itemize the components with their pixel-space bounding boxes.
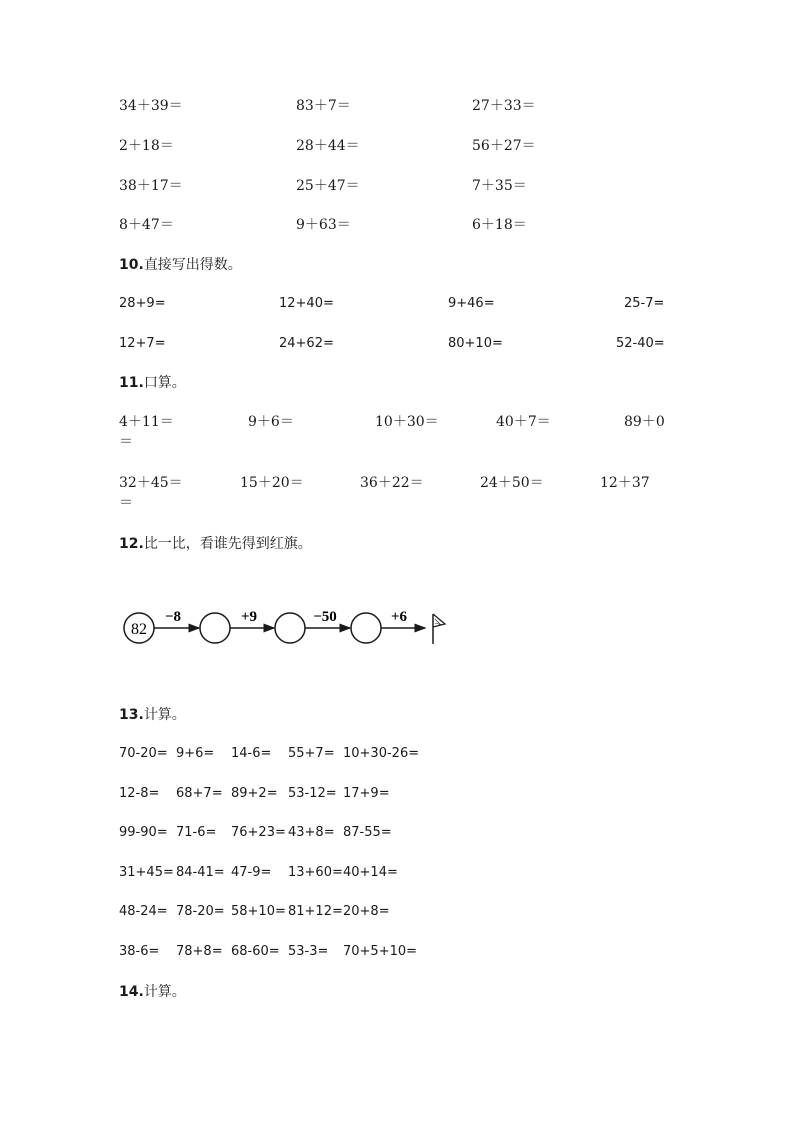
problem: 56＋27＝ — [472, 138, 536, 154]
flag-icon — [433, 614, 445, 644]
section-title: 直接写出得数。 — [143, 257, 242, 273]
problem: 4＋11＝ — [119, 414, 174, 430]
problem: 31+45= — [119, 865, 174, 880]
operation-label: +9 — [240, 609, 258, 625]
answer-circle — [351, 613, 381, 643]
section-number: 12. — [119, 536, 144, 552]
section-14-heading — [119, 983, 186, 1001]
problem: 99-90= — [119, 825, 168, 840]
problem: 6＋18＝ — [472, 217, 527, 233]
problem: 83＋7＝ — [296, 98, 351, 114]
problem: 12+7= — [119, 336, 166, 351]
problem: 87-55= — [343, 825, 392, 840]
problem: 68+7= — [176, 786, 223, 801]
problem: 7＋35＝ — [472, 178, 527, 194]
problem: 58+10= — [231, 904, 286, 919]
problem: 43+8= — [288, 825, 335, 840]
problem: 70-20= — [119, 746, 168, 761]
problem: 68-60= — [231, 944, 280, 959]
problem: 9＋63＝ — [296, 217, 351, 233]
problem: 84-41= — [176, 865, 225, 880]
problem: 71-6= — [176, 825, 217, 840]
problem: 34＋39＝ — [119, 98, 183, 114]
answer-circle — [200, 613, 230, 643]
problem: 89＋0 — [624, 414, 665, 430]
problem: 40＋7＝ — [496, 414, 551, 430]
problem: 81+12= — [288, 904, 343, 919]
problem: 12-8= — [119, 786, 160, 801]
problem: 24＋50＝ — [480, 475, 544, 491]
section-13-heading — [119, 706, 186, 724]
problem: 70+5+10= — [343, 944, 418, 959]
problem: 52-40= — [616, 336, 665, 351]
problem: 9+46= — [448, 296, 495, 311]
problem: 2＋18＝ — [119, 138, 174, 154]
section-number: 10. — [119, 257, 144, 273]
problem-wrap: ＝ — [119, 434, 133, 450]
problem: 40+14= — [343, 865, 398, 880]
problem: 9+6= — [176, 746, 215, 761]
problem: 13+60= — [288, 865, 343, 880]
problem: 9＋6＝ — [248, 414, 294, 430]
section-number: 13. — [119, 707, 144, 723]
section-number: 11. — [119, 375, 144, 391]
problem: 47-9= — [231, 865, 272, 880]
operation-label: +6 — [390, 609, 408, 625]
problem: 38＋17＝ — [119, 178, 183, 194]
problem: 8＋47＝ — [119, 217, 174, 233]
section-title: 比一比，看谁先得到红旗。 — [143, 536, 312, 552]
operation-label: −50 — [313, 609, 337, 625]
problem: 80+10= — [448, 336, 503, 351]
section-title: 计算。 — [143, 984, 186, 1000]
problem-wrap: ＝ — [119, 495, 133, 511]
start-number: 82 — [131, 621, 147, 638]
problem: 48-24= — [119, 904, 168, 919]
operation-label: −8 — [164, 609, 182, 625]
section-title: 计算。 — [143, 707, 186, 723]
problem: 24+62= — [279, 336, 334, 351]
problem: 53-12= — [288, 786, 337, 801]
problem: 78+8= — [176, 944, 223, 959]
problem: 78-20= — [176, 904, 225, 919]
section-11-heading — [119, 374, 186, 392]
flag-race-diagram — [115, 600, 455, 660]
section-title: 口算。 — [143, 375, 186, 391]
problem: 25-7= — [624, 296, 665, 311]
problem: 27＋33＝ — [472, 98, 536, 114]
problem: 14-6= — [231, 746, 272, 761]
problem: 76+23= — [231, 825, 286, 840]
problem: 12+40= — [279, 296, 334, 311]
section-number: 14. — [119, 984, 144, 1000]
problem: 28＋44＝ — [296, 138, 360, 154]
problem: 10+30-26= — [343, 746, 420, 761]
section-10-heading — [119, 256, 242, 274]
problem: 89+2= — [231, 786, 278, 801]
problem: 17+9= — [343, 786, 390, 801]
answer-circle — [275, 613, 305, 643]
section-12-heading — [119, 535, 312, 553]
problem: 53-3= — [288, 944, 329, 959]
problem: 25＋47＝ — [296, 178, 360, 194]
problem: 36＋22＝ — [360, 475, 424, 491]
problem: 15＋20＝ — [240, 475, 304, 491]
problem: 55+7= — [288, 746, 335, 761]
problem: 10＋30＝ — [375, 414, 439, 430]
problem: 20+8= — [343, 904, 390, 919]
problem: 28+9= — [119, 296, 166, 311]
problem: 12＋37 — [600, 475, 650, 491]
problem: 38-6= — [119, 944, 160, 959]
problem: 32＋45＝ — [119, 475, 183, 491]
